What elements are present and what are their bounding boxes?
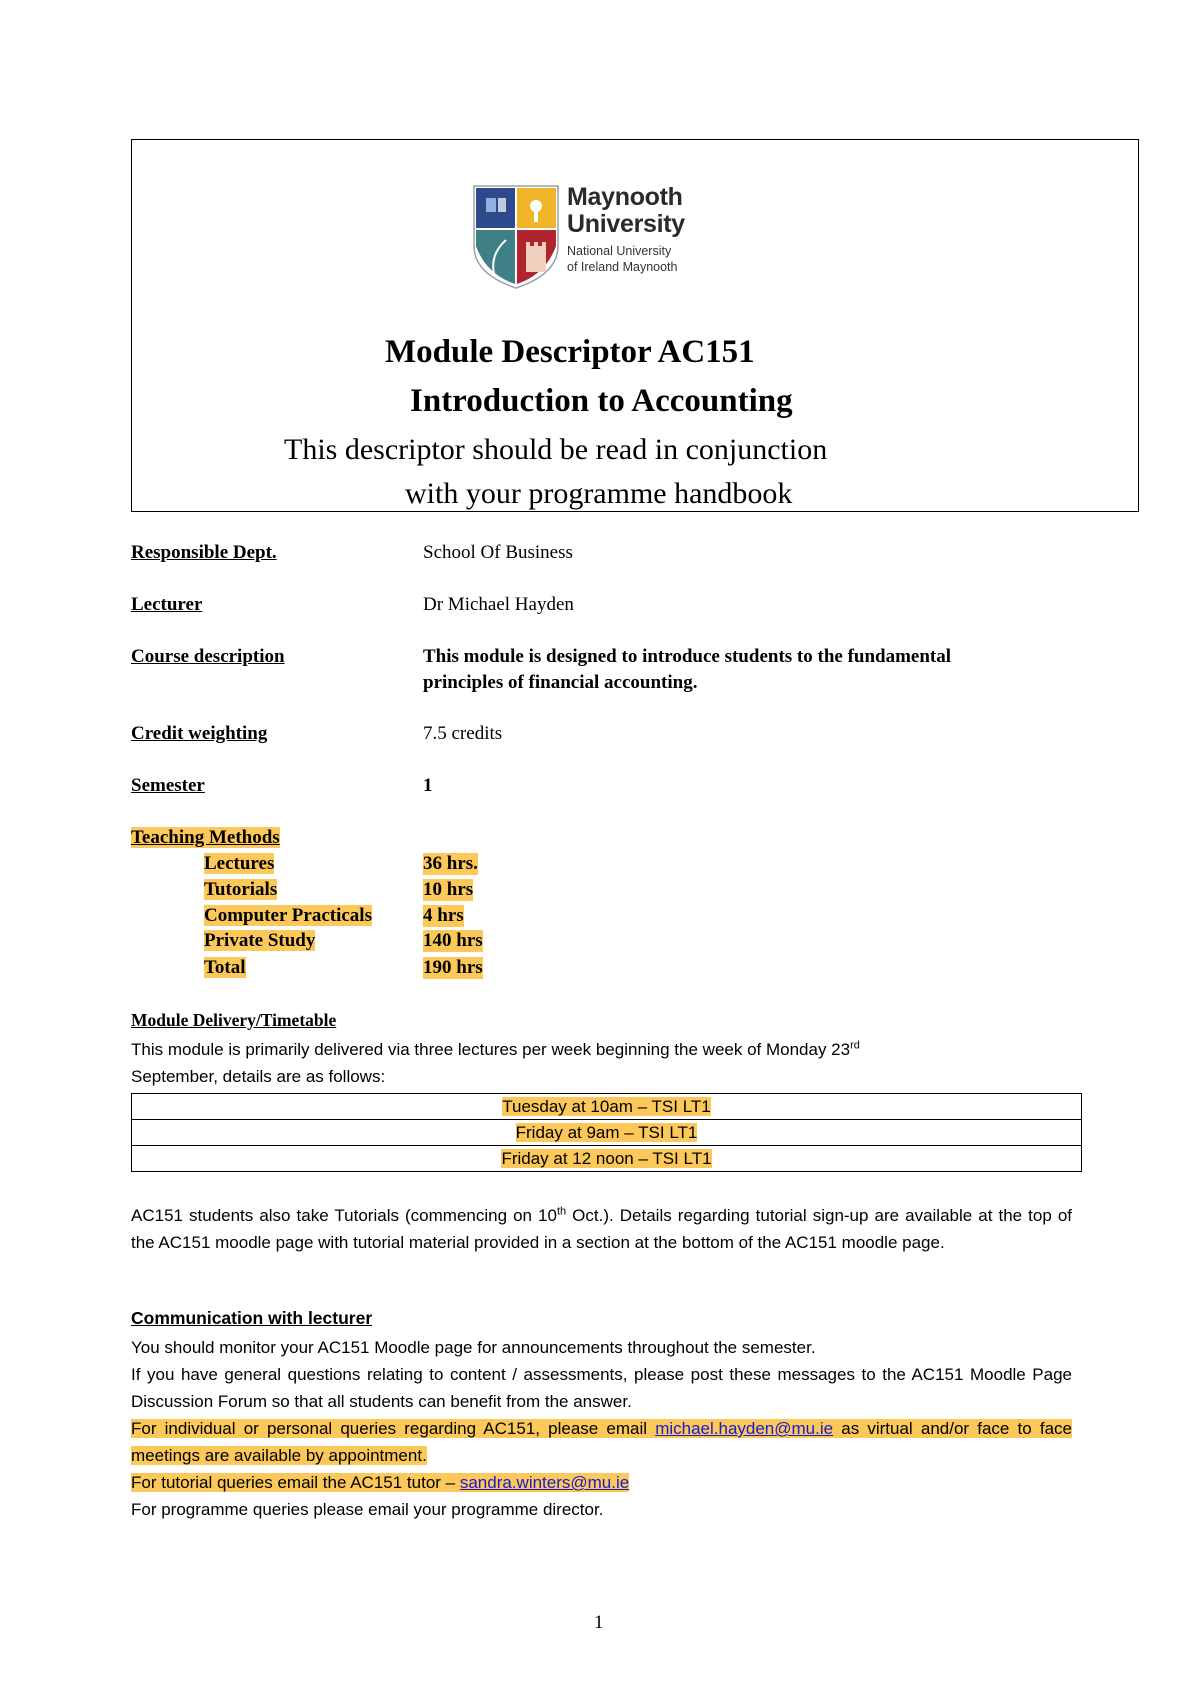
university-logo — [472, 184, 712, 294]
logo-name-line1: Maynooth — [567, 183, 683, 211]
delivery-heading: Module Delivery/Timetable — [131, 1010, 337, 1030]
tutorial-text: AC151 students also take Tutorials (commencing on 10 — [131, 1206, 557, 1225]
communication-body — [131, 1334, 1072, 1523]
timetable-cell — [132, 1146, 1082, 1172]
logo-wordmark — [567, 184, 685, 275]
crest-icon — [472, 184, 560, 290]
tutorial-text-2: Oct.). Details regarding tutorial sign-up are available at the top of the AC151 moodle page with tutorial material provided in a section at the bottom of the AC151 moodle page. — [131, 1206, 1072, 1252]
communication-line5: For programme queries please email your programme director. — [131, 1500, 604, 1519]
communication-line1: You should monitor your AC151 Moodle page for announcements throughout the semester. — [131, 1338, 816, 1357]
logo-sub-line2: of Ireland Maynooth — [567, 260, 678, 274]
timetable-slot: Tuesday at 10am – TSI LT1 — [502, 1096, 711, 1116]
communication-line3 — [131, 1419, 1072, 1465]
logo-name-line2: University — [567, 210, 685, 238]
teaching-row-hours: 140 hrs — [423, 930, 483, 951]
course-label: Course description — [131, 646, 285, 667]
teaching-row — [204, 905, 464, 927]
delivery-intro-text: This module is primarily delivered via three lectures per week beginning the week of Monday 23 — [131, 1040, 851, 1059]
communication-line3-text: For individual or personal queries regarding AC151, please email — [131, 1419, 656, 1438]
teaching-row — [204, 957, 483, 979]
tutor-email-link[interactable]: sandra.winters@mu.ie — [459, 1473, 630, 1492]
timetable — [131, 1093, 1082, 1172]
teaching-heading-text: Teaching Methods — [131, 827, 280, 848]
timetable-cell — [132, 1120, 1082, 1146]
teaching-row-name: Private Study — [204, 930, 316, 951]
communication-heading: Communication with lecturer — [131, 1308, 373, 1328]
table-row — [132, 1120, 1082, 1146]
course-value-line1: This module is designed to introduce students to the fundamental — [423, 646, 952, 667]
communication-line4-text: For tutorial queries email the AC151 tutor – — [131, 1473, 460, 1492]
document-title: Module Descriptor AC151 — [385, 334, 755, 370]
delivery-intro-sup: rd — [850, 1039, 860, 1052]
subtitle-line2: with your programme handbook — [405, 477, 793, 510]
tutorial-paragraph — [131, 1202, 1072, 1256]
delivery-intro-text-2: September, details are as follows: — [131, 1067, 386, 1086]
teaching-row-hours: 190 hrs — [423, 957, 483, 978]
lecturer-value: Dr Michael Hayden — [423, 594, 574, 615]
credit-value: 7.5 credits — [423, 723, 503, 744]
page-number: 1 — [594, 1612, 604, 1633]
module-name: Introduction to Accounting — [410, 383, 793, 419]
table-row — [132, 1094, 1082, 1120]
teaching-row-hours: 36 hrs. — [423, 853, 478, 874]
teaching-row-hours: 4 hrs — [423, 905, 464, 926]
teaching-row — [204, 879, 473, 901]
semester-value: 1 — [423, 775, 433, 796]
logo-sub-line1: National University — [567, 244, 672, 258]
lecturer-email-link[interactable]: michael.hayden@mu.ie — [655, 1419, 834, 1438]
semester-label: Semester — [131, 775, 205, 796]
lecturer-label: Lecturer — [131, 594, 203, 615]
timetable-slot: Friday at 12 noon – TSI LT1 — [501, 1148, 712, 1168]
teaching-heading — [131, 827, 280, 849]
subtitle-line1: This descriptor should be read in conjunction — [284, 433, 828, 466]
teaching-row — [204, 853, 478, 875]
teaching-row-name: Total — [204, 957, 246, 978]
dept-value: School Of Business — [423, 542, 573, 563]
communication-line3-text-2: as virtual and/or face to face meetings are available by appointment. — [131, 1419, 1072, 1465]
credit-label: Credit weighting — [131, 723, 268, 744]
dept-label: Responsible Dept. — [131, 542, 277, 563]
teaching-row-name: Computer Practicals — [204, 905, 372, 926]
teaching-row-hours: 10 hrs — [423, 879, 474, 900]
teaching-row — [204, 930, 483, 952]
tutorial-sup: th — [556, 1205, 567, 1218]
communication-line4 — [131, 1473, 629, 1492]
timetable-slot: Friday at 9am – TSI LT1 — [515, 1122, 698, 1142]
teaching-row-name: Lectures — [204, 853, 275, 874]
delivery-intro — [131, 1036, 1072, 1090]
table-row — [132, 1146, 1082, 1172]
teaching-row-name: Tutorials — [204, 879, 278, 900]
communication-line2: If you have general questions relating to content / assessments, please post these messages to the AC151 Moodle Page Discussion Forum so that all students can benefit from the answer. — [131, 1365, 1072, 1411]
timetable-cell — [132, 1094, 1082, 1120]
title-box — [131, 139, 1139, 512]
course-value-line2: principles of financial accounting. — [423, 672, 698, 693]
